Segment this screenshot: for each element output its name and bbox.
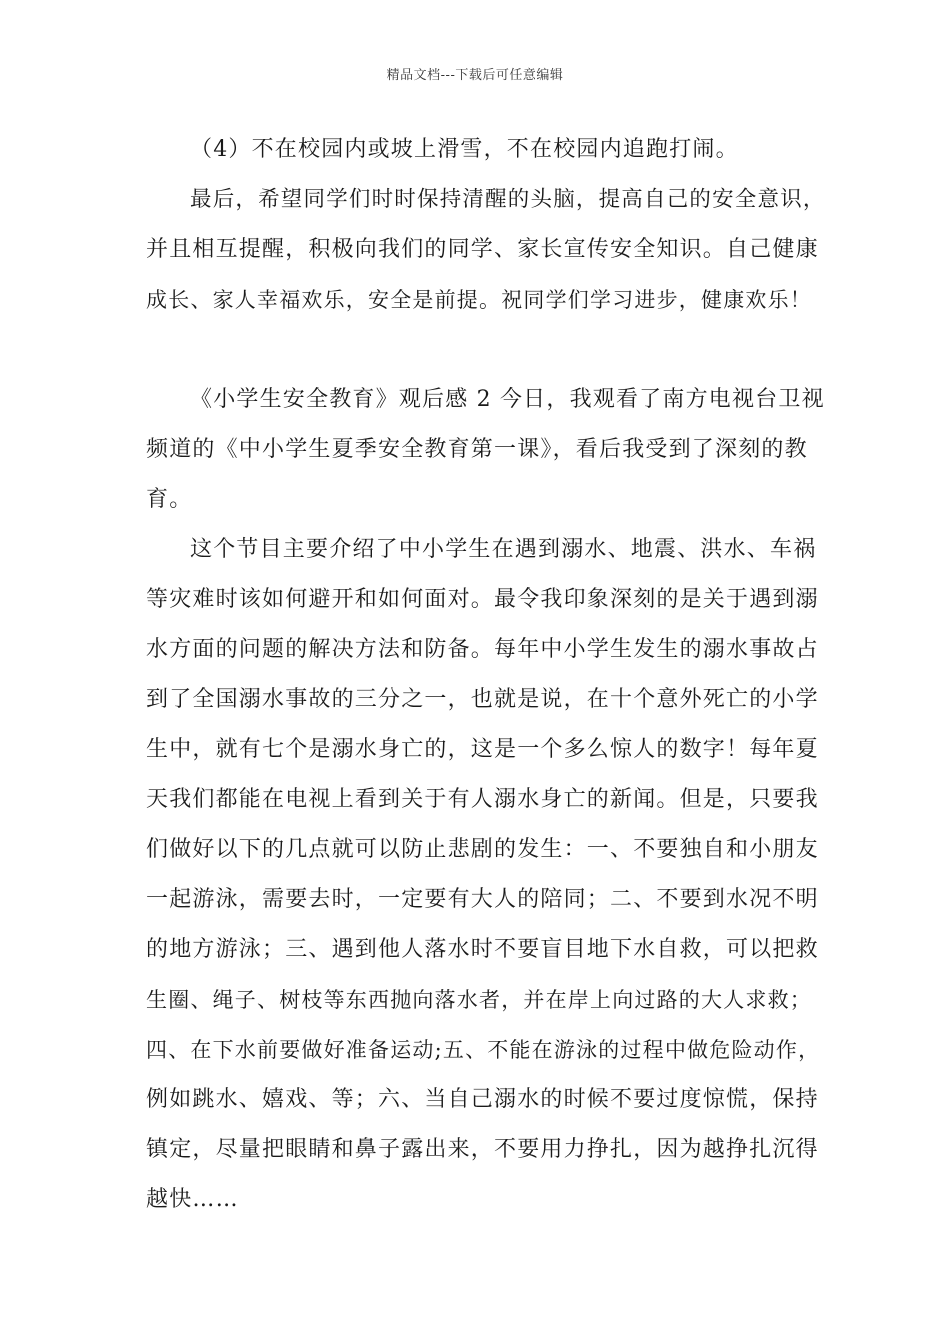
- text-line: 镇定，尽量把眼睛和鼻子露出来，不要用力挣扎，因为越挣扎沉得: [146, 1137, 819, 1162]
- text-line: 四、在下水前要做好准备运动;五、不能在游泳的过程中做危险动作，: [146, 1038, 821, 1062]
- text-line: 天我们都能在电视上看到关于有人溺水身亡的新闻。但是，只要我: [146, 787, 819, 812]
- text-line: 生中，就有七个是溺水身亡的，这是一个多么惊人的数字！每年夏: [146, 737, 819, 762]
- text-line: 水方面的问题的解决方法和防备。每年中小学生发生的溺水事故占: [146, 637, 819, 662]
- text-line: 育。: [146, 487, 193, 512]
- text-line: 生圈、绳子、树枝等东西抛向落水者，并在岸上向过路的大人求救；: [146, 988, 812, 1012]
- text-line: 等灾难时该如何避开和如何面对。最令我印象深刻的是关于遇到溺: [146, 587, 819, 612]
- text-line: 成长、家人幸福欢乐，安全是前提。祝同学们学习进步，健康欢乐！: [146, 288, 812, 312]
- text-line: （4）不在校园内或坡上滑雪，不在校园内追跑打闹。: [190, 137, 739, 162]
- text-line: 《小学生安全教育》观后感 2 今日，我观看了南方电视台卫视: [190, 387, 825, 412]
- text-line: 到了全国溺水事故的三分之一，也就是说，在十个意外死亡的小学: [146, 687, 819, 712]
- text-line: 并且相互提醒，积极向我们的同学、家长宣传安全知识。自己健康: [146, 237, 819, 262]
- text-line: 这个节目主要介绍了中小学生在遇到溺水、地震、洪水、车祸: [190, 537, 817, 562]
- text-line: 的地方游泳；三、遇到他人落水时不要盲目地下水自救，可以把救: [146, 937, 819, 962]
- text-line: 越快……: [146, 1187, 239, 1212]
- text-line: 频道的《中小学生夏季安全教育第一课》，看后我受到了深刻的教: [146, 437, 808, 462]
- text-line: 例如跳水、嬉戏、等；六、当自己溺水的时候不要过度惊慌，保持: [146, 1087, 819, 1112]
- text-line: 们做好以下的几点就可以防止悲剧的发生：一、不要独自和小朋友: [146, 837, 819, 862]
- page-header: 精品文档---下载后可任意编辑: [386, 68, 564, 83]
- text-line: 一起游泳，需要去时，一定要有大人的陪同；二、不要到水况不明: [146, 887, 819, 912]
- text-line: 最后，希望同学们时时保持清醒的头脑，提高自己的安全意识，: [190, 187, 826, 212]
